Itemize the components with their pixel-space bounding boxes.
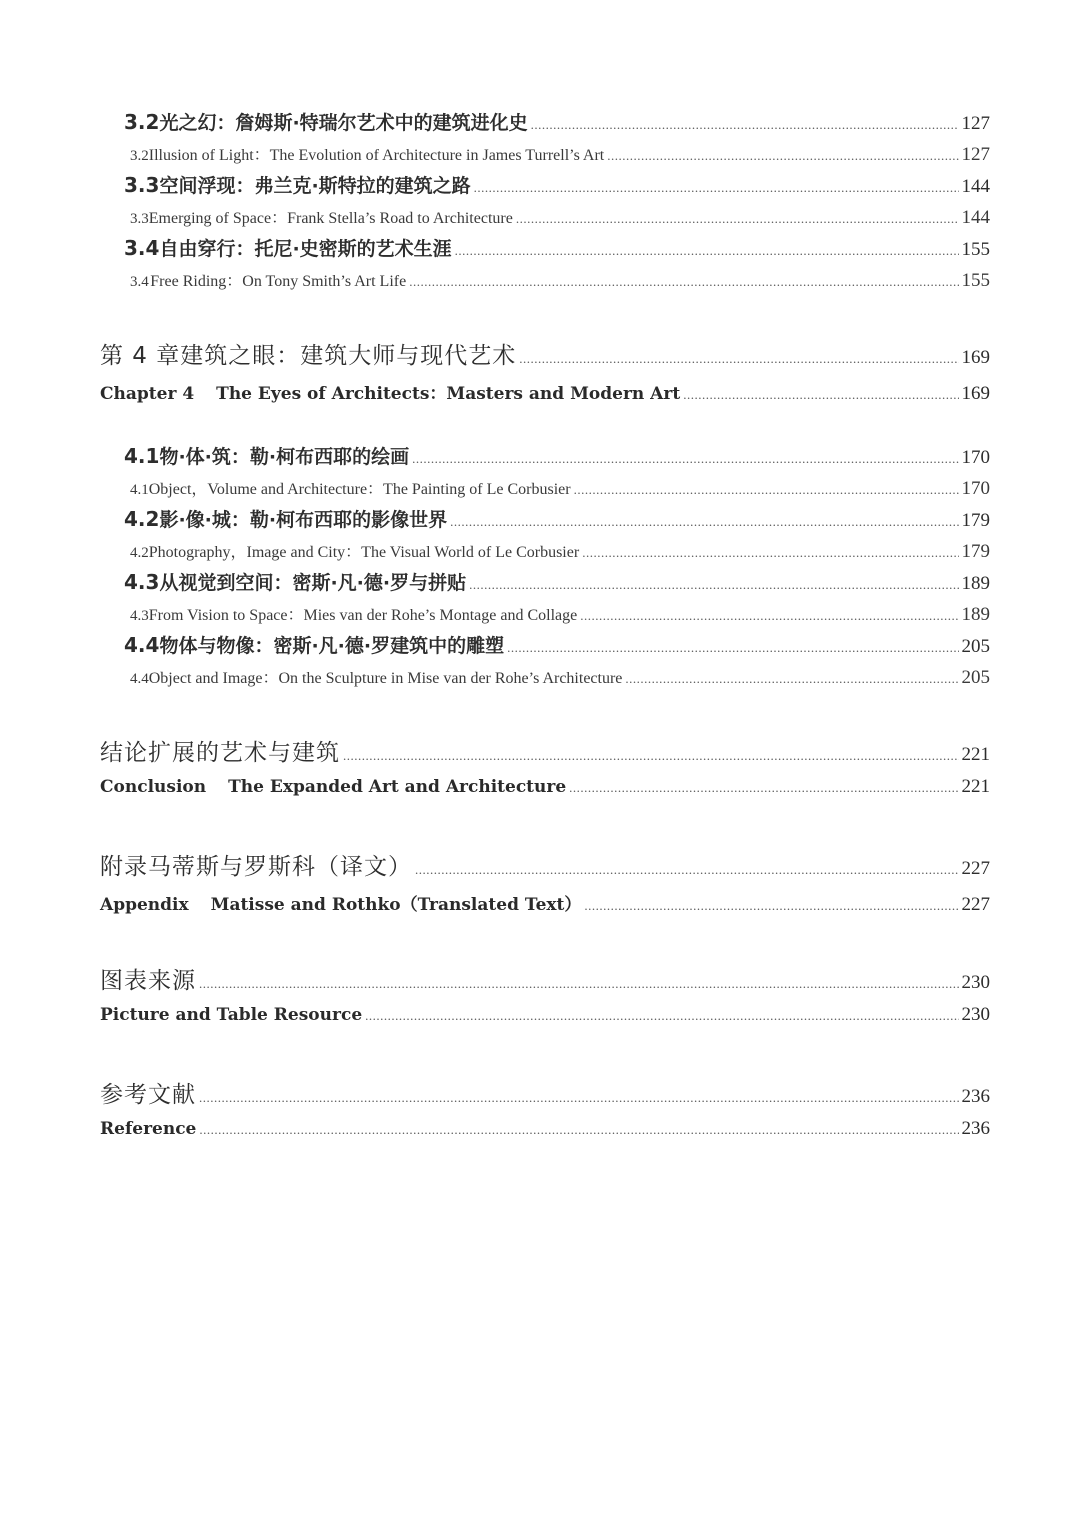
section-title: 影·像·城：勒·柯布西耶的影像世界	[159, 509, 448, 531]
toc-entry-4-2-en[interactable]	[130, 539, 990, 563]
chapter-number: 结论	[100, 740, 148, 766]
page-number: 189	[961, 573, 990, 594]
section-number: 4.2	[130, 545, 149, 561]
toc-entry-3-2-cn[interactable]	[124, 108, 990, 135]
page-number: 170	[961, 447, 990, 468]
section-title: 从视觉到空间：密斯·凡·德·罗与拼贴	[159, 572, 467, 594]
page-number: 230	[961, 1004, 990, 1025]
chapter-title: 扩展的艺术与建筑	[148, 740, 340, 766]
page-number: 127	[961, 113, 990, 134]
toc-entry-4-4-en[interactable]	[130, 665, 990, 689]
toc-chapter-4-en[interactable]	[100, 379, 990, 405]
leader-dots	[625, 671, 958, 687]
toc-entry-3-2-en[interactable]	[130, 142, 990, 166]
toc-entry-4-1-en[interactable]	[130, 476, 990, 500]
section-title: 物·体·筑：勒·柯布西耶的绘画	[159, 446, 410, 468]
toc-conclusion-en[interactable]	[100, 776, 990, 798]
leader-dots	[450, 514, 958, 530]
section-title: Illusion of Light：The Evolution of Architecture in James Turrell’s Art	[148, 147, 605, 164]
chapter-title: 马蒂斯与罗斯科（译文）	[148, 854, 412, 880]
page-number: 205	[961, 667, 990, 688]
section-number: 4.1	[130, 482, 149, 498]
chapter-title: 建筑之眼：建筑大师与现代艺术	[180, 343, 517, 369]
leader-dots	[531, 117, 959, 133]
section-title: Object and Image：On the Sculpture in Mise van der Rohe’s Architecture	[148, 670, 623, 687]
toc-picture-resource-en[interactable]	[100, 1004, 990, 1026]
chapter-number: Appendix	[100, 895, 189, 915]
leader-dots	[469, 577, 958, 593]
section-number: 3.4	[124, 236, 160, 260]
section-number: 3.2	[130, 148, 149, 164]
toc-entry-4-3-cn[interactable]	[124, 568, 990, 595]
chapter-title: The Expanded Art and Architecture	[228, 777, 567, 797]
leader-dots	[516, 211, 959, 227]
leader-dots	[507, 640, 958, 656]
page-number: 144	[961, 207, 990, 228]
toc-reference-cn[interactable]	[100, 1076, 990, 1109]
toc-entry-3-3-cn[interactable]	[124, 171, 990, 198]
chapter-number: Conclusion	[100, 777, 207, 797]
page-number: 127	[961, 144, 990, 165]
section-number: 3.2	[124, 110, 160, 134]
chapter-number: 第 4 章	[100, 343, 181, 369]
toc-appendix-cn[interactable]	[100, 848, 990, 881]
chapter-title: Reference	[100, 1119, 197, 1139]
toc-entry-4-2-cn[interactable]	[124, 505, 990, 532]
section-number: 3.3	[124, 173, 160, 197]
leader-dots	[683, 387, 958, 403]
section-title: 空间浮现：弗兰克·斯特拉的建筑之路	[159, 175, 471, 197]
toc-conclusion-cn[interactable]	[100, 734, 990, 767]
section-number: 4.3	[124, 570, 160, 594]
toc-reference-en[interactable]	[100, 1118, 990, 1140]
leader-dots	[199, 976, 959, 992]
leader-dots	[199, 1122, 958, 1138]
page-number: 227	[961, 858, 990, 879]
page-number: 144	[961, 176, 990, 197]
leader-dots	[607, 148, 958, 164]
toc-entry-4-4-cn[interactable]	[124, 631, 990, 658]
page-number: 169	[961, 383, 990, 404]
section-number: 4.4	[130, 671, 149, 687]
section-number: 3.4	[130, 274, 149, 290]
leader-dots	[582, 545, 958, 561]
toc-entry-3-4-cn[interactable]	[124, 234, 990, 261]
leader-dots	[199, 1090, 959, 1106]
section-number: 4.3	[130, 608, 149, 624]
page-number: 189	[961, 604, 990, 625]
chapter-number: Chapter 4	[100, 384, 195, 404]
page-number: 179	[961, 541, 990, 562]
leader-dots	[409, 274, 958, 290]
toc-appendix-en[interactable]	[100, 890, 990, 916]
toc-entry-4-3-en[interactable]	[130, 602, 990, 626]
chapter-title: Matisse and Rothko（Translated Text）	[210, 895, 582, 915]
section-title: 光之幻：詹姆斯·特瑞尔艺术中的建筑进化史	[159, 112, 528, 134]
section-title: Emerging of Space：Frank Stella’s Road to Architecture	[148, 210, 513, 227]
page-number: 169	[961, 347, 990, 368]
section-title: From Vision to Space：Mies van der Rohe’s Montage and Collage	[148, 607, 578, 624]
leader-dots	[415, 862, 959, 878]
leader-dots	[574, 482, 959, 498]
section-number: 4.1	[124, 444, 160, 468]
chapter-title: The Eyes of Architects：Masters and Modern Art	[216, 384, 681, 404]
section-title: 自由穿行：托尼·史密斯的艺术生涯	[159, 238, 452, 260]
page-number: 170	[961, 478, 990, 499]
section-number: 3.3	[130, 211, 149, 227]
page-number: 179	[961, 510, 990, 531]
leader-dots	[412, 451, 958, 467]
page-number: 221	[961, 776, 990, 797]
page-number: 205	[961, 636, 990, 657]
page-number: 230	[961, 972, 990, 993]
section-title: 物体与物像：密斯·凡·德·罗建筑中的雕塑	[159, 635, 505, 657]
toc-entry-3-3-en[interactable]	[130, 205, 990, 229]
leader-dots	[584, 898, 958, 914]
chapter-title: 参考文献	[100, 1082, 196, 1108]
page-number: 221	[961, 744, 990, 765]
page-number: 155	[961, 239, 990, 260]
section-title: Free Riding：On Tony Smith’s Art Life	[150, 273, 407, 290]
toc-entry-3-4-en[interactable]	[130, 268, 990, 292]
leader-dots	[365, 1008, 958, 1024]
chapter-title: Picture and Table Resource	[100, 1005, 363, 1025]
chapter-number: 附录	[100, 854, 148, 880]
toc-entry-4-1-cn[interactable]	[124, 442, 990, 469]
toc-chapter-4-cn[interactable]	[100, 337, 990, 370]
leader-dots	[474, 180, 959, 196]
toc-picture-resource-cn[interactable]	[100, 962, 990, 995]
section-number: 4.4	[124, 633, 160, 657]
leader-dots	[343, 748, 959, 764]
section-number: 4.2	[124, 507, 160, 531]
page-number: 236	[961, 1118, 990, 1139]
section-title: Object，Volume and Architecture：The Painting of Le Corbusier	[148, 481, 571, 498]
page-number: 155	[961, 270, 990, 291]
leader-dots	[569, 780, 958, 796]
page-number: 227	[961, 894, 990, 915]
leader-dots	[580, 608, 958, 624]
chapter-title: 图表来源	[100, 968, 196, 994]
page-number: 236	[961, 1086, 990, 1107]
leader-dots	[455, 243, 959, 259]
section-title: Photography，Image and City：The Visual World of Le Corbusier	[148, 544, 580, 561]
leader-dots	[519, 351, 958, 367]
